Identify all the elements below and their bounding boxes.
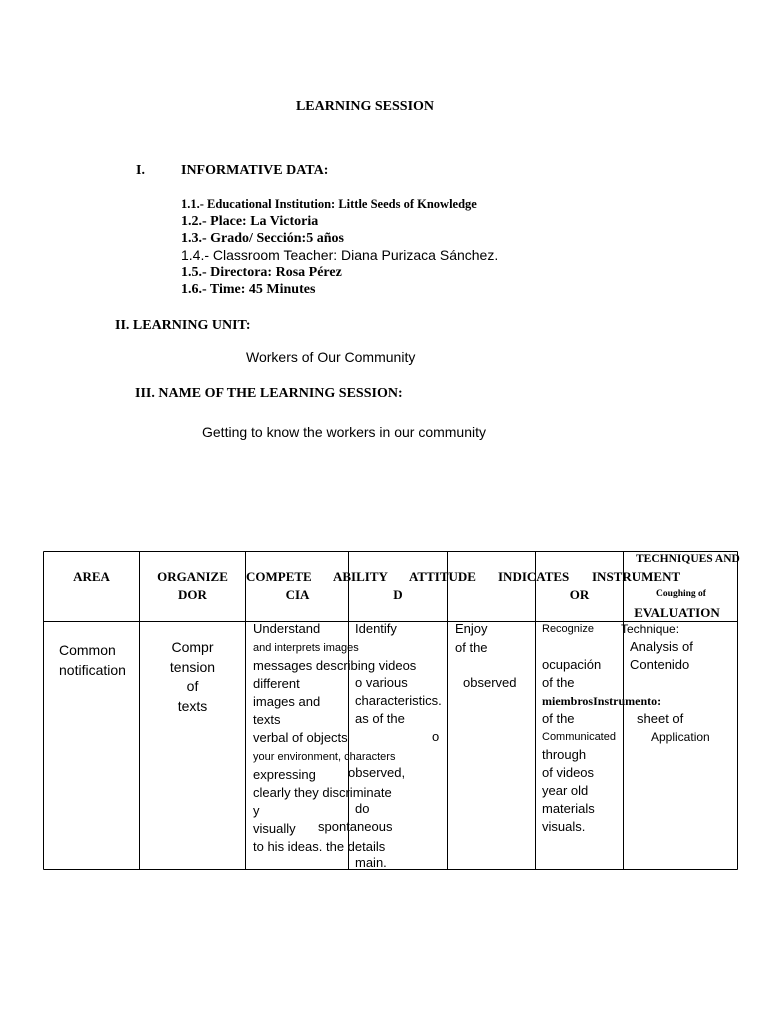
- cell-line: of: [186, 678, 199, 694]
- cell-ability-identify: Identify: [355, 621, 397, 636]
- header-instrument: INSTRUMENT: [592, 569, 681, 584]
- cell-text: and interprets images: [253, 642, 359, 654]
- cell-line: visuals.: [542, 819, 586, 834]
- cell-line: clearly they discriminate: [253, 785, 392, 800]
- cell-instrument-analysis: [630, 638, 693, 674]
- document-title: LEARNING SESSION: [295, 99, 435, 114]
- cell-ability-observed: observed,: [348, 765, 406, 780]
- cell-line: notification: [59, 662, 126, 678]
- cell-line: Communicated: [542, 731, 616, 743]
- section-1-number: I.: [136, 163, 145, 178]
- header-attitude: ATTITUDE: [409, 569, 476, 584]
- cell-line: Analysis of: [630, 639, 693, 654]
- cell-attitude-of-the: of the: [455, 640, 488, 655]
- cell-ability-o: o: [432, 729, 440, 744]
- cell-line: of the: [542, 675, 575, 690]
- header-area: AREA: [73, 569, 110, 584]
- cell-line: [253, 638, 416, 657]
- header-ability-1: ABILITY: [333, 569, 388, 584]
- cell-indicator: [542, 620, 594, 638]
- cell-line: Understand: [253, 621, 321, 636]
- cell-ability-as-of: as of the: [355, 711, 405, 726]
- cell-ability-do: do: [355, 801, 370, 816]
- cell-line: images and: [253, 694, 321, 709]
- info-director: 1.5.- Directora: Rosa Pérez: [181, 265, 342, 280]
- header-evaluation: EVALUATION: [634, 605, 720, 620]
- cell-text: your environment, characters: [253, 751, 396, 763]
- cell-ability-spontaneous: spontaneous: [318, 819, 393, 834]
- info-grade: 1.3.- Grado/ Sección:5 años: [181, 231, 344, 246]
- cell-organizer: [140, 638, 245, 716]
- cell-line: year old: [542, 783, 589, 798]
- section-3-title: III. NAME OF THE LEARNING SESSION:: [135, 386, 403, 401]
- header-organizer-1: ORGANIZE: [157, 569, 228, 584]
- cell-area: [59, 640, 126, 680]
- cell-line: visually: [253, 821, 296, 836]
- cell-line: messages describing videos: [253, 658, 417, 673]
- info-time: 1.6.- Time: 45 Minutes: [181, 282, 316, 297]
- cell-line: miembrosInstrumento:: [542, 694, 662, 708]
- header-competence-1: COMPETE: [246, 569, 312, 584]
- cell-instrument-technique: Technique:: [621, 622, 680, 636]
- cell-line: Compr: [171, 639, 214, 655]
- cell-line: texts: [253, 712, 281, 727]
- cell-line: of the: [542, 711, 575, 726]
- info-place: 1.2.- Place: La Victoria: [181, 214, 319, 229]
- cell-line: different: [253, 676, 300, 691]
- cell-line: tension: [169, 658, 216, 675]
- header-organizer-2: DOR: [178, 587, 207, 602]
- header-techniques: TECHNIQUES AND: [636, 553, 740, 565]
- cell-line: materials: [542, 801, 595, 816]
- session-name: Getting to know the workers in our community: [202, 424, 487, 440]
- cell-line: Common: [59, 642, 116, 658]
- learning-unit-name: Workers of Our Community: [246, 349, 416, 365]
- info-teacher: 1.4.- Classroom Teacher: Diana Purizaca Sánchez.: [181, 247, 499, 263]
- cell-line: of videos: [542, 765, 595, 780]
- cell-line: y: [253, 803, 260, 818]
- section-2-title: II. LEARNING UNIT:: [115, 318, 251, 333]
- info-institution: 1.1.- Educational Institution: Little Seeds of Knowledge: [181, 197, 477, 211]
- cell-line: texts: [177, 697, 208, 714]
- header-competence-2: CIA: [285, 587, 310, 602]
- cell-ability-main: main.: [355, 855, 387, 870]
- cell-instrument-sheet: sheet of: [637, 711, 684, 726]
- header-indicator-1: INDICATES: [498, 569, 570, 584]
- header-indicator-2: OR: [569, 587, 590, 602]
- header-coughing: Coughing of: [656, 589, 706, 599]
- cell-attitude-observed: observed: [463, 675, 517, 690]
- cell-line: to his ideas. the details: [253, 839, 386, 854]
- cell-ability-characteristics: characteristics.: [355, 693, 442, 708]
- cell-attitude-enjoy: Enjoy: [455, 621, 488, 636]
- cell-line: verbal of objects: [253, 730, 348, 745]
- cell-line: expressing: [253, 767, 316, 782]
- cell-line: ocupación: [542, 657, 602, 672]
- cell-instrument-application: Application: [651, 730, 710, 744]
- cell-line: through: [542, 747, 587, 762]
- header-ability-2: D: [393, 587, 403, 602]
- section-1-title: INFORMATIVE DATA:: [181, 163, 329, 178]
- cell-indicator-body: [542, 656, 661, 836]
- cell-ability-various: o various: [355, 675, 408, 690]
- cell-line: Recognize: [542, 623, 594, 635]
- cell-line: Contenido: [630, 657, 690, 672]
